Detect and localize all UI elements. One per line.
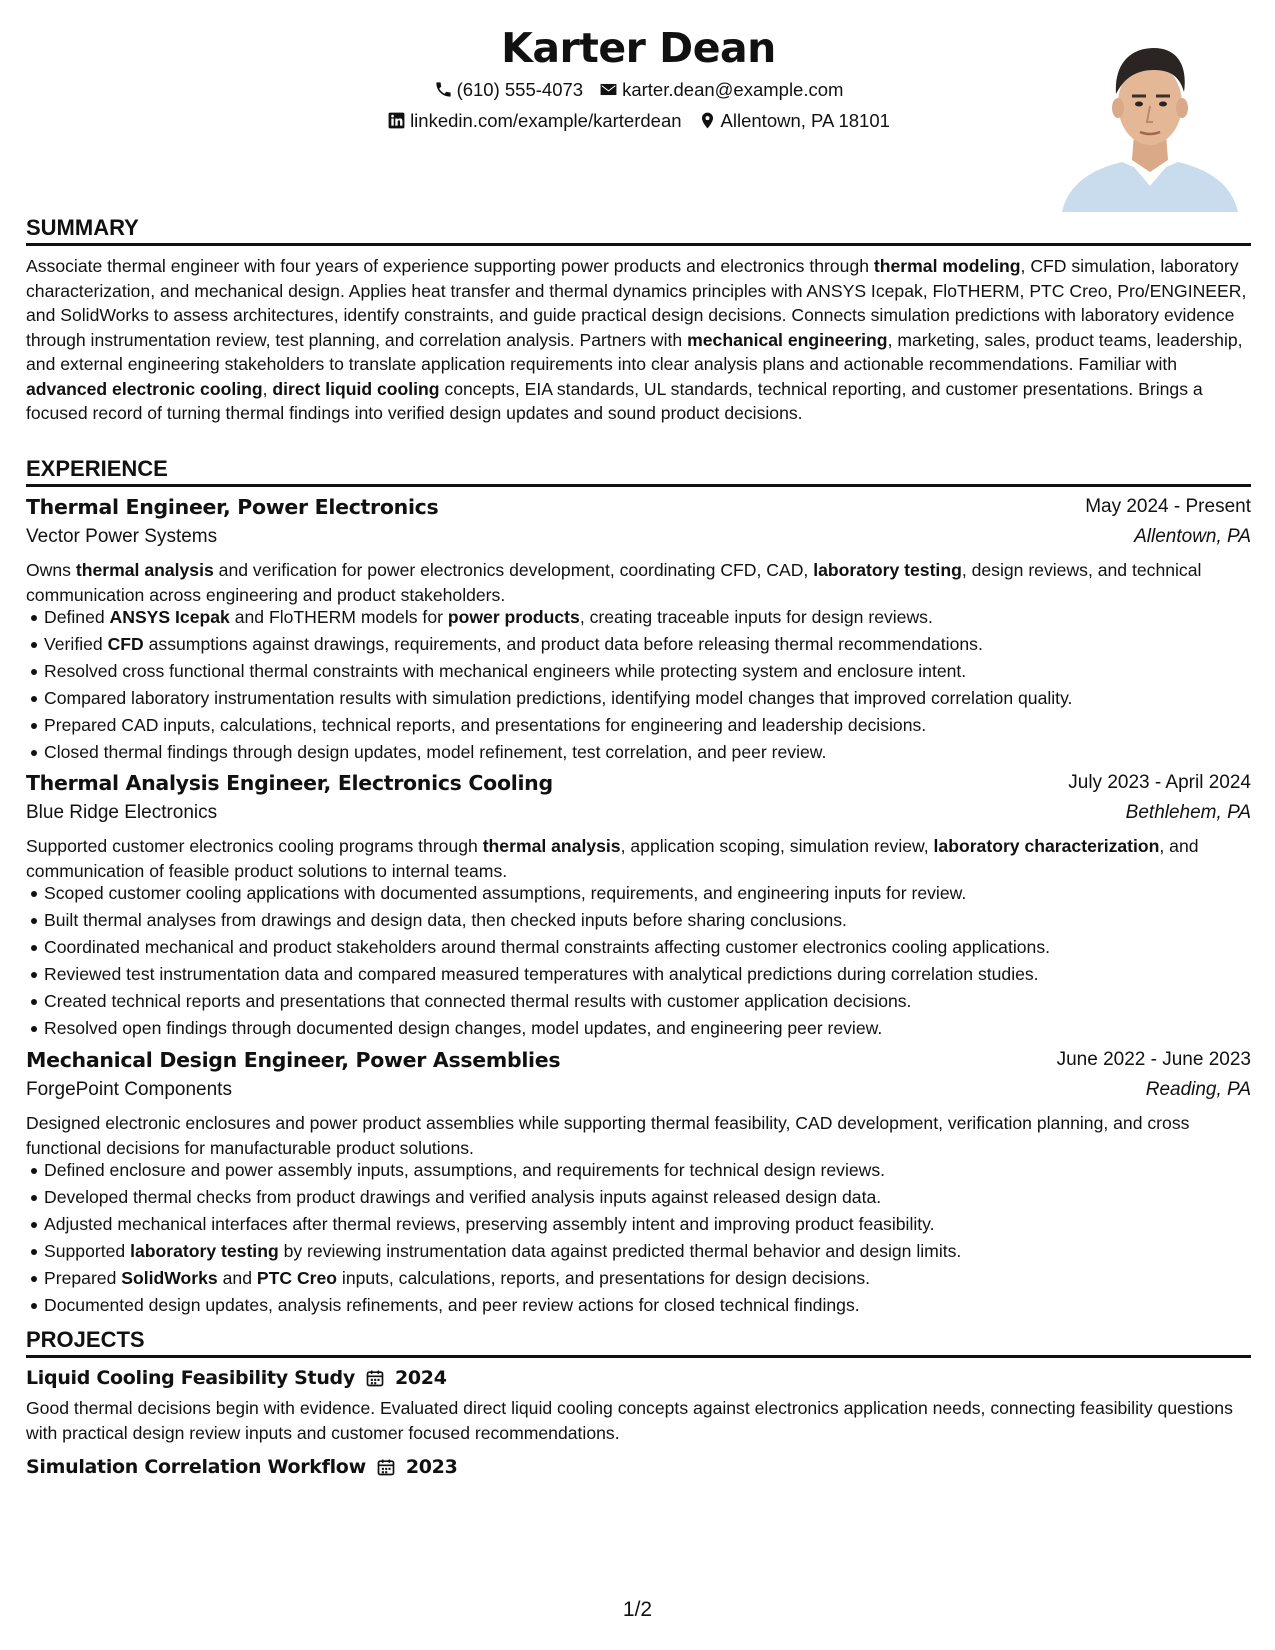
job-title: Mechanical Design Engineer, Power Assemblies [26,1048,561,1072]
job-bullets [26,604,1269,766]
linkedin-contact[interactable] [387,105,681,136]
job-bullets [26,1157,1269,1319]
job-company: ForgePoint Components [26,1079,232,1100]
job-title: Thermal Engineer, Power Electronics [26,495,439,519]
bullet-item: Verified CFD assumptions against drawings, requirements, and product data before releasing thermal recommendations. [44,631,1269,658]
projects-heading: PROJECTS [26,1326,1251,1358]
bullet-item: Prepared SolidWorks and PTC Creo inputs, calculations, reports, and presentations for design decisions. [44,1265,1269,1292]
email-icon [599,80,618,99]
location-contact [698,105,890,136]
resume-page [26,0,1251,1650]
bold-keyword: SolidWorks [121,1268,218,1288]
phone-text: (610) 555-4073 [456,79,584,100]
bullet-item: Defined ANSYS Icepak and FloTHERM models for power products, creating traceable inputs for design reviews. [44,604,1269,631]
job-bullets [26,880,1269,1042]
summary-text: Associate thermal engineer with four years of experience supporting power products and electronics through thermal modeling, CFD simulation, laboratory characterization, and mechanical design. Applies heat transfer and thermal dynamics principles with ANSYS Icepak, FloTHERM, PTC Creo, Pro/ENGINEER, and SolidWorks to assess architectures, identify constraints, and guide practical design decisions. Connects simulation predictions with laboratory evidence through instrumentation review, test planning, and correlation analysis. Partners with mechanical engineering, marketing, sales, product teams, leadership, and external engineering stakeholders to translate application requirements into clear analysis plans and actionable recommendations. Familiar with advanced electronic cooling, direct liquid cooling concepts, EIA standards, UL standards, technical reporting, and customer presentations. Brings a focused record of turning thermal findings into verified design updates and sound product decisions. [26,256,1247,423]
experience-heading: EXPERIENCE [26,455,1251,487]
bold-keyword: CFD [107,634,144,654]
project-year: 2024 [394,1367,447,1389]
job-dates: July 2023 - April 2024 [1068,772,1251,793]
project-title: Liquid Cooling Feasibility Study [26,1367,355,1389]
linkedin-icon [387,111,406,130]
page-number: 1/2 [622,1598,653,1621]
project-description: Good thermal decisions begin with evidence. Evaluated direct liquid cooling concepts against electronics application needs, connecting feasibility questions with practical design review inputs and customer focused recommendations. [26,1398,1233,1443]
profile-photo [1062,34,1238,212]
job-company: Blue Ridge Electronics [26,802,218,823]
phone-contact[interactable] [434,74,584,105]
email-contact[interactable] [599,74,843,105]
bold-keyword: laboratory testing [813,560,962,580]
bullet-item: Supported laboratory testing by reviewing instrumentation data against predicted thermal behavior and design limits. [44,1238,1269,1265]
bold-keyword: PTC Creo [256,1268,338,1288]
bullet-item: Compared laboratory instrumentation results with simulation predictions, identifying model changes that improved correlation quality. [44,685,1269,712]
bold-keyword: power products [447,607,580,627]
bullet-item: Closed thermal findings through design updates, model refinement, test correlation, and peer review. [44,739,1269,766]
email-text: karter.dean@example.com [622,79,844,100]
job-location: Allentown, PA [1134,526,1251,547]
bullet-item: Developed thermal checks from product drawings and verified analysis inputs against released design data. [44,1184,1269,1211]
calendar-icon [365,1368,385,1388]
bold-keyword: ANSYS Icepak [109,607,230,627]
bold-keyword: laboratory characterization [933,836,1160,856]
bullet-item: Built thermal analyses from drawings and design data, then checked inputs before sharing conclusions. [44,907,1269,934]
job-intro: Owns thermal analysis and verification for power electronics development, coordinating CFD, CAD, laboratory testing, design reviews, and technical communication across engineering and product stakeholders. [26,560,1202,605]
bullet-item: Documented design updates, analysis refinements, and peer review actions for closed technical findings. [44,1292,1269,1319]
bullet-item: Resolved open findings through documented design changes, model updates, and engineering peer review. [44,1015,1269,1042]
project-title: Simulation Correlation Workflow [26,1456,366,1478]
bullet-item: Defined enclosure and power assembly inputs, assumptions, and requirements for technical design reviews. [44,1157,1269,1184]
job-dates: May 2024 - Present [1085,496,1251,517]
bold-keyword: thermal analysis [482,836,621,856]
bold-keyword: thermal analysis [75,560,214,580]
bullet-item: Scoped customer cooling applications with documented assumptions, requirements, and engineering inputs for review. [44,880,1269,907]
bullet-item: Resolved cross functional thermal constraints with mechanical engineers while protecting system and enclosure intent. [44,658,1269,685]
bullet-item: Created technical reports and presentations that connected thermal results with customer application decisions. [44,988,1269,1015]
project-header [26,1453,458,1481]
job-location: Bethlehem, PA [1125,802,1251,823]
calendar-icon [376,1457,396,1477]
location-text: Allentown, PA 18101 [720,110,890,131]
job-intro: Supported customer electronics cooling programs through thermal analysis, application scoping, simulation review, laboratory characterization, and communication of feasible product solutions to internal teams. [26,836,1199,881]
project-header [26,1364,447,1392]
job-title: Thermal Analysis Engineer, Electronics Cooling [26,771,553,795]
job-dates: June 2022 - June 2023 [1056,1049,1251,1070]
bullet-item: Reviewed test instrumentation data and compared measured temperatures with analytical predictions during correlation studies. [44,961,1269,988]
bold-keyword: direct liquid cooling [272,378,440,399]
bold-keyword: laboratory testing [130,1241,279,1261]
project-year: 2023 [405,1456,458,1478]
bullet-item: Prepared CAD inputs, calculations, technical reports, and presentations for engineering and leadership decisions. [44,712,1269,739]
job-company: Vector Power Systems [26,526,218,547]
linkedin-text: linkedin.com/example/karterdean [410,110,682,131]
bold-keyword: thermal modeling [873,256,1021,276]
job-intro: Designed electronic enclosures and power product assemblies while supporting thermal feasibility, CAD development, verification planning, and cross functional decisions for manufacturable product solutions. [26,1113,1190,1158]
phone-icon [434,80,453,99]
bullet-item: Coordinated mechanical and product stakeholders around thermal constraints affecting customer electronics cooling applications. [44,934,1269,961]
bold-keyword: mechanical engineering [687,329,888,350]
location-icon [698,111,717,130]
bullet-item: Adjusted mechanical interfaces after thermal reviews, preserving assembly intent and improving product feasibility. [44,1211,1269,1238]
summary-heading: SUMMARY [26,214,1251,246]
job-location: Reading, PA [1145,1079,1251,1100]
candidate-name: Karter Dean [501,24,776,72]
bold-keyword: advanced electronic cooling [26,378,263,399]
